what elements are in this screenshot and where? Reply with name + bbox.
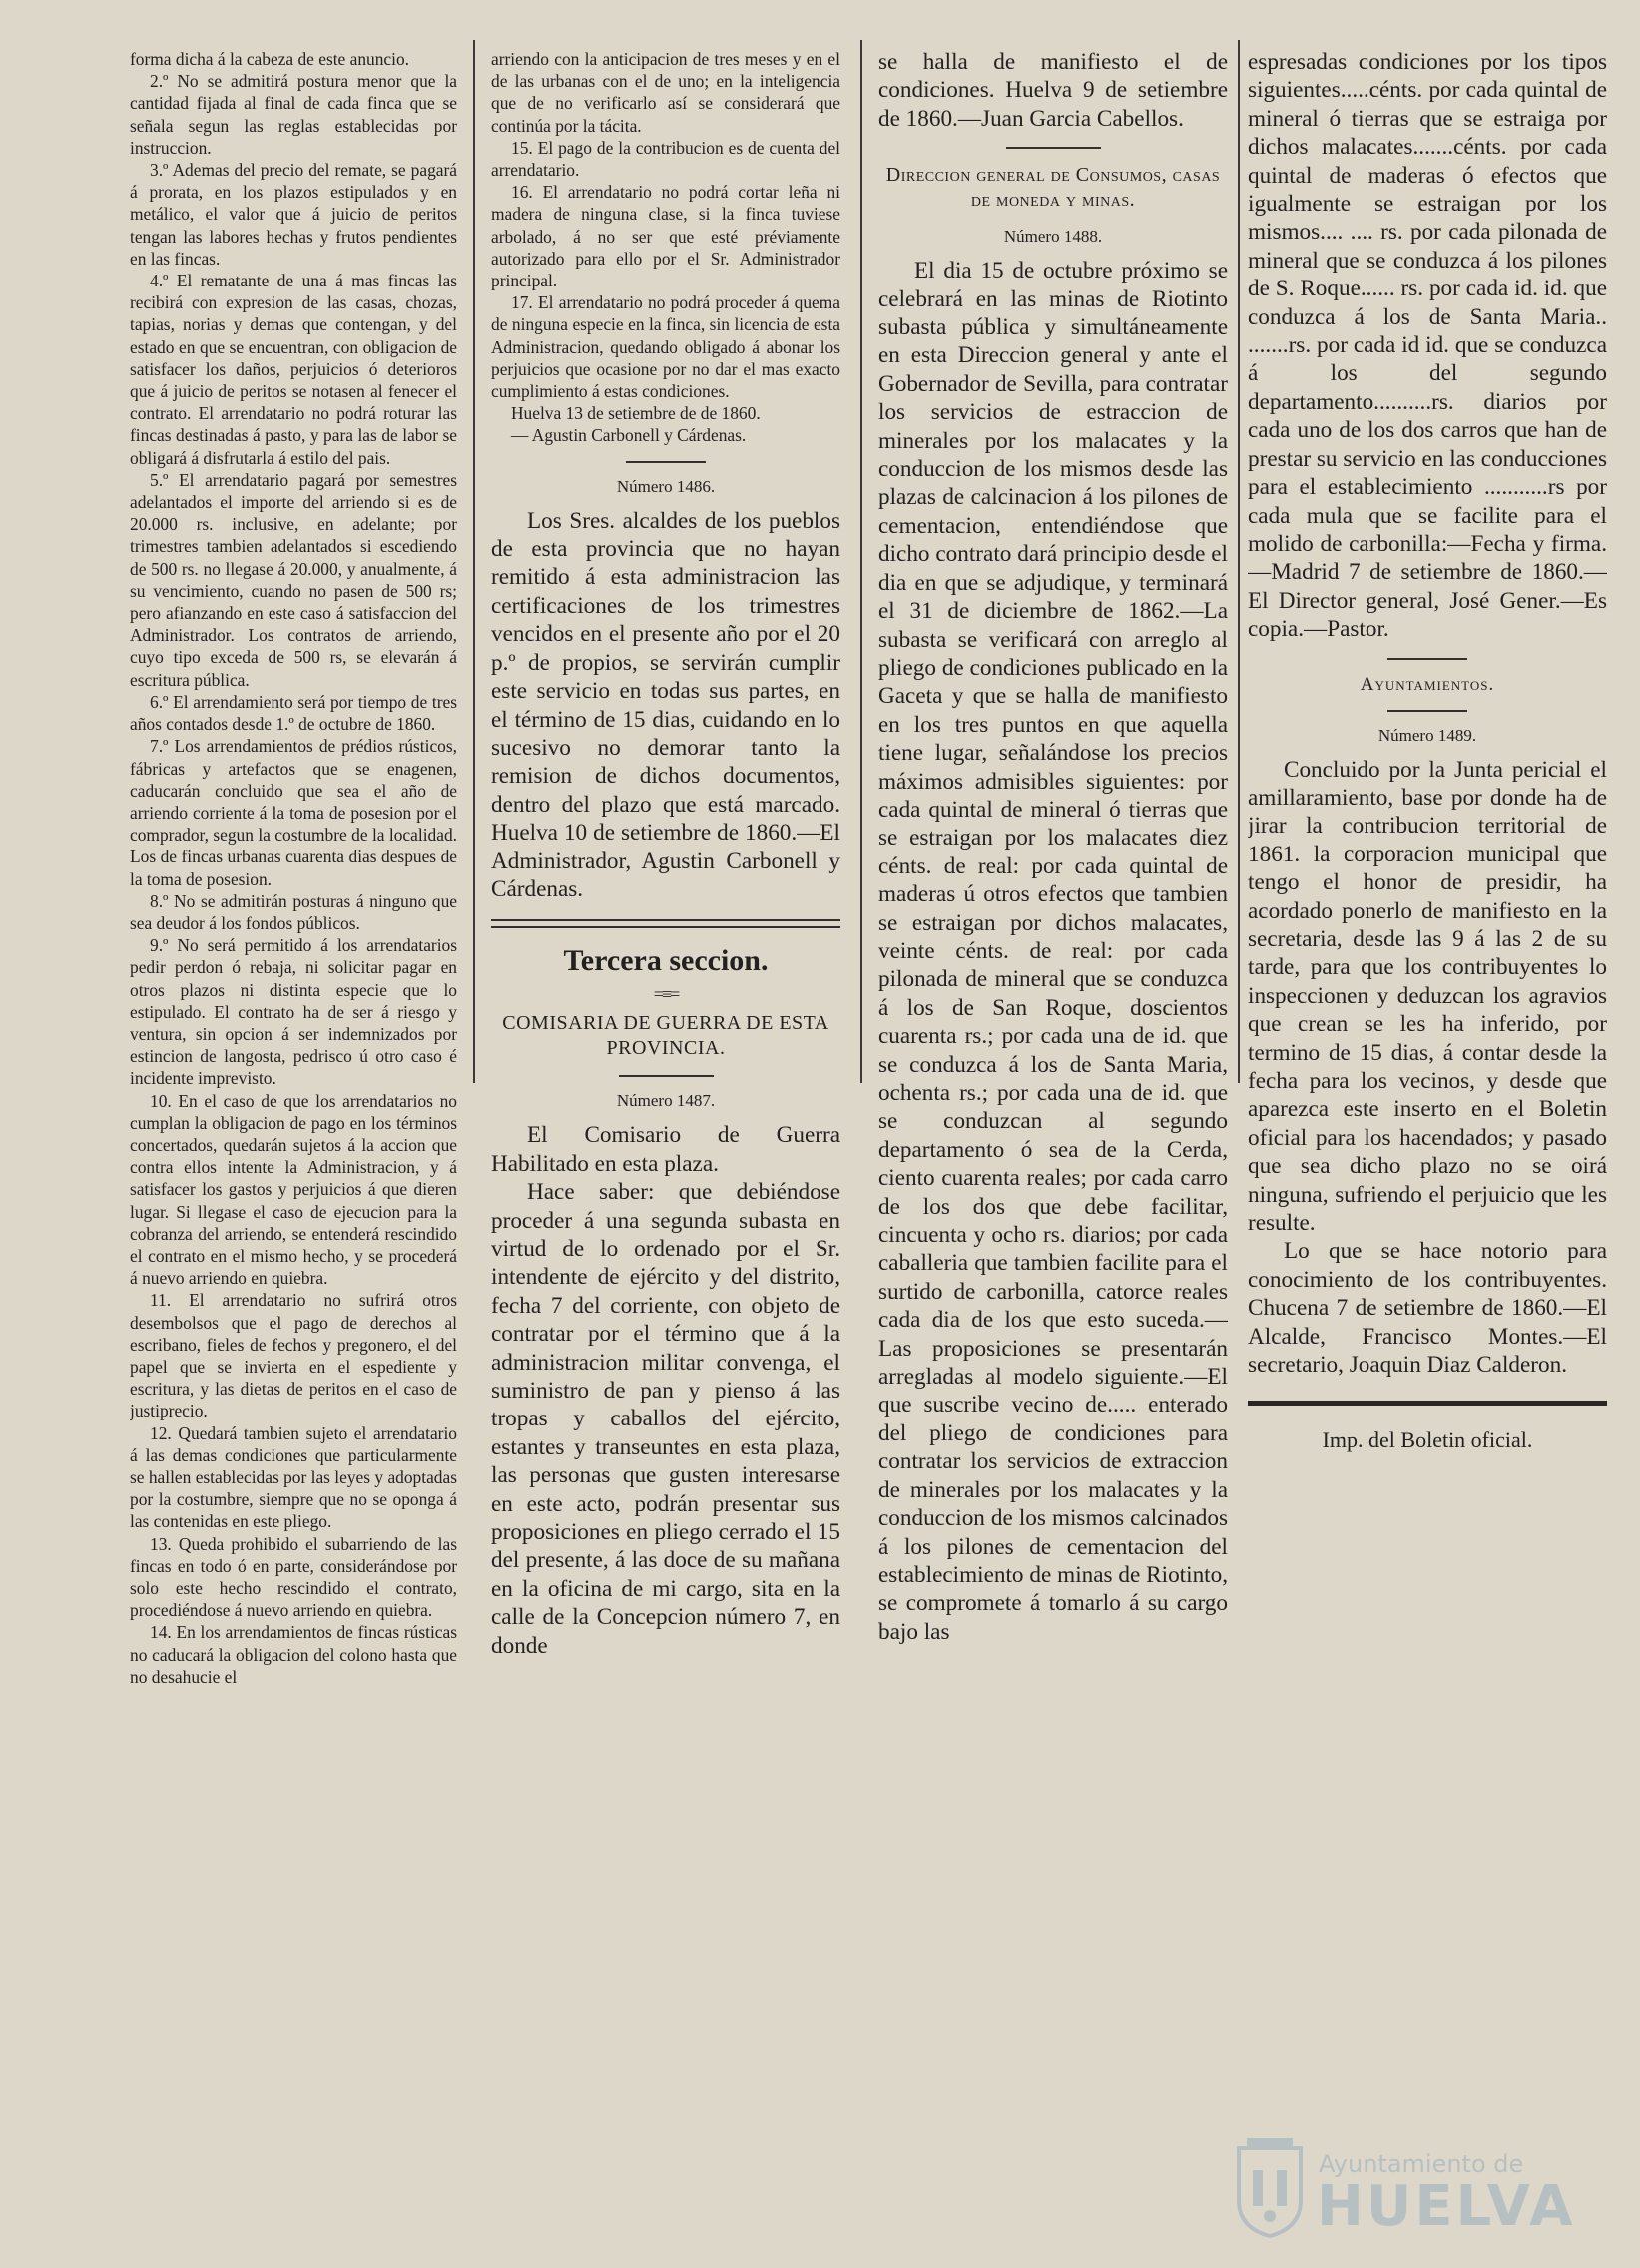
paragraph: 4.º El rematante de una á mas fincas las recibirá con expresion de las casas, chozas, tapias, norias y demas que contengan, y del estado en que se encuentran, con obligacion de satisfacer los daños, perjuicios ó deterioros que á juicio de peritos se notasen al fenecer el contrato. El arrendatario no podrá roturar las fincas destinadas á pasto, y para las de labor se obligará á disfrutarla á estilo del pais. [130, 271, 457, 468]
paragraph: 9.º No será permitido á los arrendatarios pedir perdon ó rebaja, ni solicitar pagar en otros plazos ni distinta especie que lo estipulado. El contrato ha de ser á riesgo y ventura, sin opcion á ser indemnizados por estincion de langosta, pedrisco ú otro caso é incidente imprevisto. [130, 935, 457, 1089]
paragraph: 8.º No se admitirán posturas á ninguno que sea deudor á los fondos públicos. [130, 890, 457, 933]
notice-body: El dia 15 de octubre próximo se celebrará en las minas de Riotinto subasta pública y simultáneamente en esta Direccion general y ante el Gobernador de Sevilla, para contratar los servicios de estraccion de minerales por los malacates y la conduccion de los mismos desde las plazas de calcinacion á los pilones de cementacion, entendiéndose que dicho contrato dará principio desde el dia en que se adjudique, y terminará el 31 de diciembre de 1862.—La subasta se verificará con arreglo al pliego de condiciones publicado en la Gaceta y que se halla de manifiesto en los tres puntos en que aquella tiene lugar, señalándose los precios máximos admisibles siguientes: por cada quintal de mineral ó tierras que se estraigan por los malacates diez cénts. de real: por cada quintal de maderas ú otros efectos que tambien se estraigan por dichos malacates, veinte cénts. de real: por cada pilonada de mineral que se conduzca á los de San Roque, doscientos cuarenta rs.; por cada una de id. que se conduzca á los de Santa Maria, ochenta rs.; por cada una de id. que se conduzcan al segundo departamento ó sea de la Cerda, ciento cuarenta reales; por cada carro de los dos que debe facilitar, cincuenta y ocho rs. diarios; por cada caballeria que tambien facilite para el surtido de carbonilla, catorce reales cada dia de los que esto suceda.—Las proposiciones se presentarán arregladas al modelo siguiente.—El que suscribe vecino de..... enterado del pliego de condiciones para contratar los servicios de extraccion de minerales por los malacates y la conduccion de los mismos calcinados á los pilones de cementacion del establecimiento de minas de Riotinto, se compromete á tomarlo á su cargo bajo las [878, 258, 1228, 1645]
notice-body: Concluido por la Junta pericial el amillaramiento, base por donde ha de jirar la contribucion territorial de 1861. la corporacion municipal que tengo el honor de presidir, ha acordado ponerlo de manifiesto en la secretaria, desde las 9 á las 2 de su tarde, para que los contribuyentes lo inspeccionen y deduzcan los agravios que crean se les ha inferido, por termino de 15 dias, á contar desde la fecha para los vecinos, y desde que aparezca este inserto en el Boletin oficial para los hacendados; y pasado que sea dicho plazo no se oirá ninguna, sufriendo el perjuicio que les resulte. [1248, 756, 1607, 1237]
signature-name: — Agustin Carbonell y Cárdenas. [511, 425, 747, 446]
watermark [1233, 2136, 1576, 2246]
separator [1006, 147, 1101, 149]
column-4 [1248, 48, 1607, 1453]
paragraph: 10. En el caso de que los arrendatarios no cumplan la obligacion de pago en los términos concertados, quedarán sujetos á la accion que contra ellos intente la Administracion, y á satisfacer los gastos y perjuicios á que dieren lugar. Si llegase el caso de ejecucion para la cobranza del arriendo, se entenderá rescindido el contrato en el mismo hecho, y se procederá á nuevo arriendo en quiebra. [130, 1090, 457, 1289]
notice-number: Número 1487. [616, 1091, 716, 1111]
column-rule-3 [1238, 40, 1240, 1083]
paragraph: 13. Queda prohibido el subarriendo de las fincas en todo ó en parte, considerándose por solo este hecho rescindido el contrato, procediéndose á nuevo arriendo en quiebra. [130, 1533, 457, 1621]
ornament: =≡= [653, 984, 679, 1005]
notice-number: Número 1486. [616, 476, 716, 496]
notice-body: espresadas condiciones por los tipos siguientes.....cénts. por cada quintal de mineral ó tierras que se estraiga por dichos malacates.......cénts. por cada quintal de maderas ó efectos que igualmente se estraigan por los mismos.... .... rs. por cada pilonada de mineral que se conduzca á los pilones de S. Roque...... rs. por cada id. id. que conduzca á los de Santa Maria.. .......rs. por cada id id. que se conduzca á los del segundo departamento..........rs. diarios por cada uno de los dos carros que han de prestar su servicio en las conducciones para el establecimiento ...........rs por cada mula que se facilite para el molido de carbonilla:—Fecha y firma.—Madrid 7 de setiembre de 1860.—El Director general, José Gener.—Es copia.—Pastor. [1248, 49, 1607, 643]
paragraph: arriendo con la anticipacion de tres meses y en el de las urbanas con el de uno; en la inteligencia que de no verificarlo así se considerará que continúa por la tácita. [491, 49, 840, 136]
separator [1387, 658, 1467, 660]
separator [626, 461, 706, 463]
column-rule-1 [473, 40, 475, 1083]
separator [1387, 710, 1467, 712]
watermark-subtitle: Ayuntamiento de [1319, 2150, 1524, 2178]
column-3 [878, 48, 1228, 1646]
paragraph: 17. El arrendatario no podrá proceder á quema de ninguna especie en la finca, sin licencia de esta Administracion, quedando obligado á abonar los perjuicios que ocasione por no dar el mas exacto cumplimiento á estas condiciones. [491, 292, 840, 402]
notice-body: El Comisario de Guerra Habilitado en esta plaza. [491, 1122, 840, 1177]
signature-date: Huelva 13 de setiembre de de 1860. [511, 403, 761, 424]
paragraph: 2.º No se admitirá postura menor que la cantidad fijada al final de cada finca que se señala segun las reglas establecidas por instruccion. [130, 71, 457, 158]
paragraph: 11. El arrendatario no sufrirá otros desembolsos que el pago de derechos al escribano, fieles de fechos y pregonero, el del papel que se invierta en el espediente y escritura, y las dietas de peritos en el caso de justiprecio. [130, 1290, 457, 1421]
paragraph: 14. En los arrendamientos de fincas rústicas no caducará la obligacion del colono hasta que no desahucie el [130, 1622, 457, 1687]
column-2 [491, 48, 840, 1660]
column-1 [130, 48, 457, 1688]
section-title: Tercera seccion. [563, 944, 769, 978]
paragraph: 7.º Los arrendamientos de prédios rústicos, fábricas y artefactos que se enagenen, caducarán concluido que sea el año de arriendo corriente á la toma de posesion por el comprador, segun la costumbre de la localidad. Los de fincas urbanas cuarenta dias despues de la toma de posesion. [130, 736, 457, 889]
notice-title: Direccion general de Consumos, casas de moneda y minas. [885, 164, 1221, 212]
paragraph: 6.º El arrendamiento será por tiempo de tres años contados desde 1.º de octubre de 1860. [130, 691, 457, 735]
notice-body: se halla de manifiesto el de condiciones. Huelva 9 de setiembre de 1860.—Juan Garcia Cabellos. [878, 49, 1228, 132]
notice-body: Hace saber: que debiéndose proceder á una segunda subasta en virtud de lo ordenado por el Sr. intendente de ejército y del distrito, fecha 7 del corriente, con objeto de contratar por el término que á la administracion militar convenga, el suministro de pan y pienso á las tropas y caballos del ejército, estantes y transeuntes en esta plaza, las personas que gusten interesarse en este acto, podrán presentar sus proposiciones en pliego cerrado el 15 del presente, á las doce de su mañana en la oficina de mi cargo, sita en la calle de la Concepcion número 7, en donde [491, 1179, 840, 1659]
paragraph: 12. Quedará tambien sujeto el arrendatario á las demas condiciones que particularmente se hallen establecidas por las leyes y adoptadas por la costumbre, siempre que no se oponga á las contenidas en este pliego. [130, 1422, 457, 1532]
paragraph: 15. El pago de la contribucion es de cuenta del arrendatario. [491, 137, 840, 181]
notice-body: Lo que se hace notorio para conocimiento de los contribuyentes. Chucena 7 de setiembre de 1860.—El Alcalde, Francisco Montes.—El secretario, Joaquin Diaz Calderon. [1248, 1238, 1607, 1379]
imprint: Imp. del Boletin oficial. [1322, 1427, 1533, 1453]
paragraph: 5.º El arrendatario pagará por semestres adelantados el importe del arriendo si es de 20.000 rs. inclusive, en adelante; por trimestres tambien adelantados si escediendo de 500 rs. no llegase á 20.000, y anualmente, á su vencimiento, cuando no pasen de 500 rs; pero afianzando en este caso á satisfaccion del Administrador. Los contratos de arriendo, cuyo tipo exceda de 500 rs, se elevarán á escritura pública. [130, 469, 457, 690]
coat-of-arms-icon [1233, 2136, 1307, 2240]
notice-title: COMISARIA DE GUERRA DE ESTA PROVINCIA. [502, 1012, 829, 1060]
section-separator [491, 919, 840, 928]
section-title: Ayuntamientos. [1360, 673, 1495, 695]
watermark-title: HUELVA [1317, 2174, 1576, 2239]
paragraph: 16. El arrendatario no podrá cortar leña ni madera de ninguna clase, si la finca tuviese arbolado, á no ser que esté préviamente autorizado para ello por el Sr. Administrador principal. [491, 182, 840, 291]
notice-number: Número 1489. [1377, 725, 1477, 745]
notice-body: Los Sres. alcaldes de los pueblos de esta provincia que no hayan remitido á esta administracion las certificaciones de los trimestres vencidos en el presente año por el 20 p.º de propios, se servirán cumplir este servicio en todas sus partes, en el término de 15 dias, cuidando en lo sucesivo no demorar tanto la remision de dichos documentos, dentro del plazo que está marcado. Huelva 10 de setiembre de 1860.—El Administrador, Agustin Carbonell y Cárdenas. [491, 507, 840, 902]
separator [1248, 1401, 1607, 1406]
notice-number: Número 1488. [1003, 227, 1103, 247]
column-rule-2 [860, 40, 862, 1083]
paragraph: 3.º Ademas del precio del remate, se pagará á prorata, en los plazos estipulados y en metálico, el valor que á juicio de peritos tengan las labores hechas y frutos pendientes en las fincas. [130, 160, 457, 269]
separator [619, 1075, 714, 1077]
paragraph: forma dicha á la cabeza de este anuncio. [130, 49, 410, 69]
